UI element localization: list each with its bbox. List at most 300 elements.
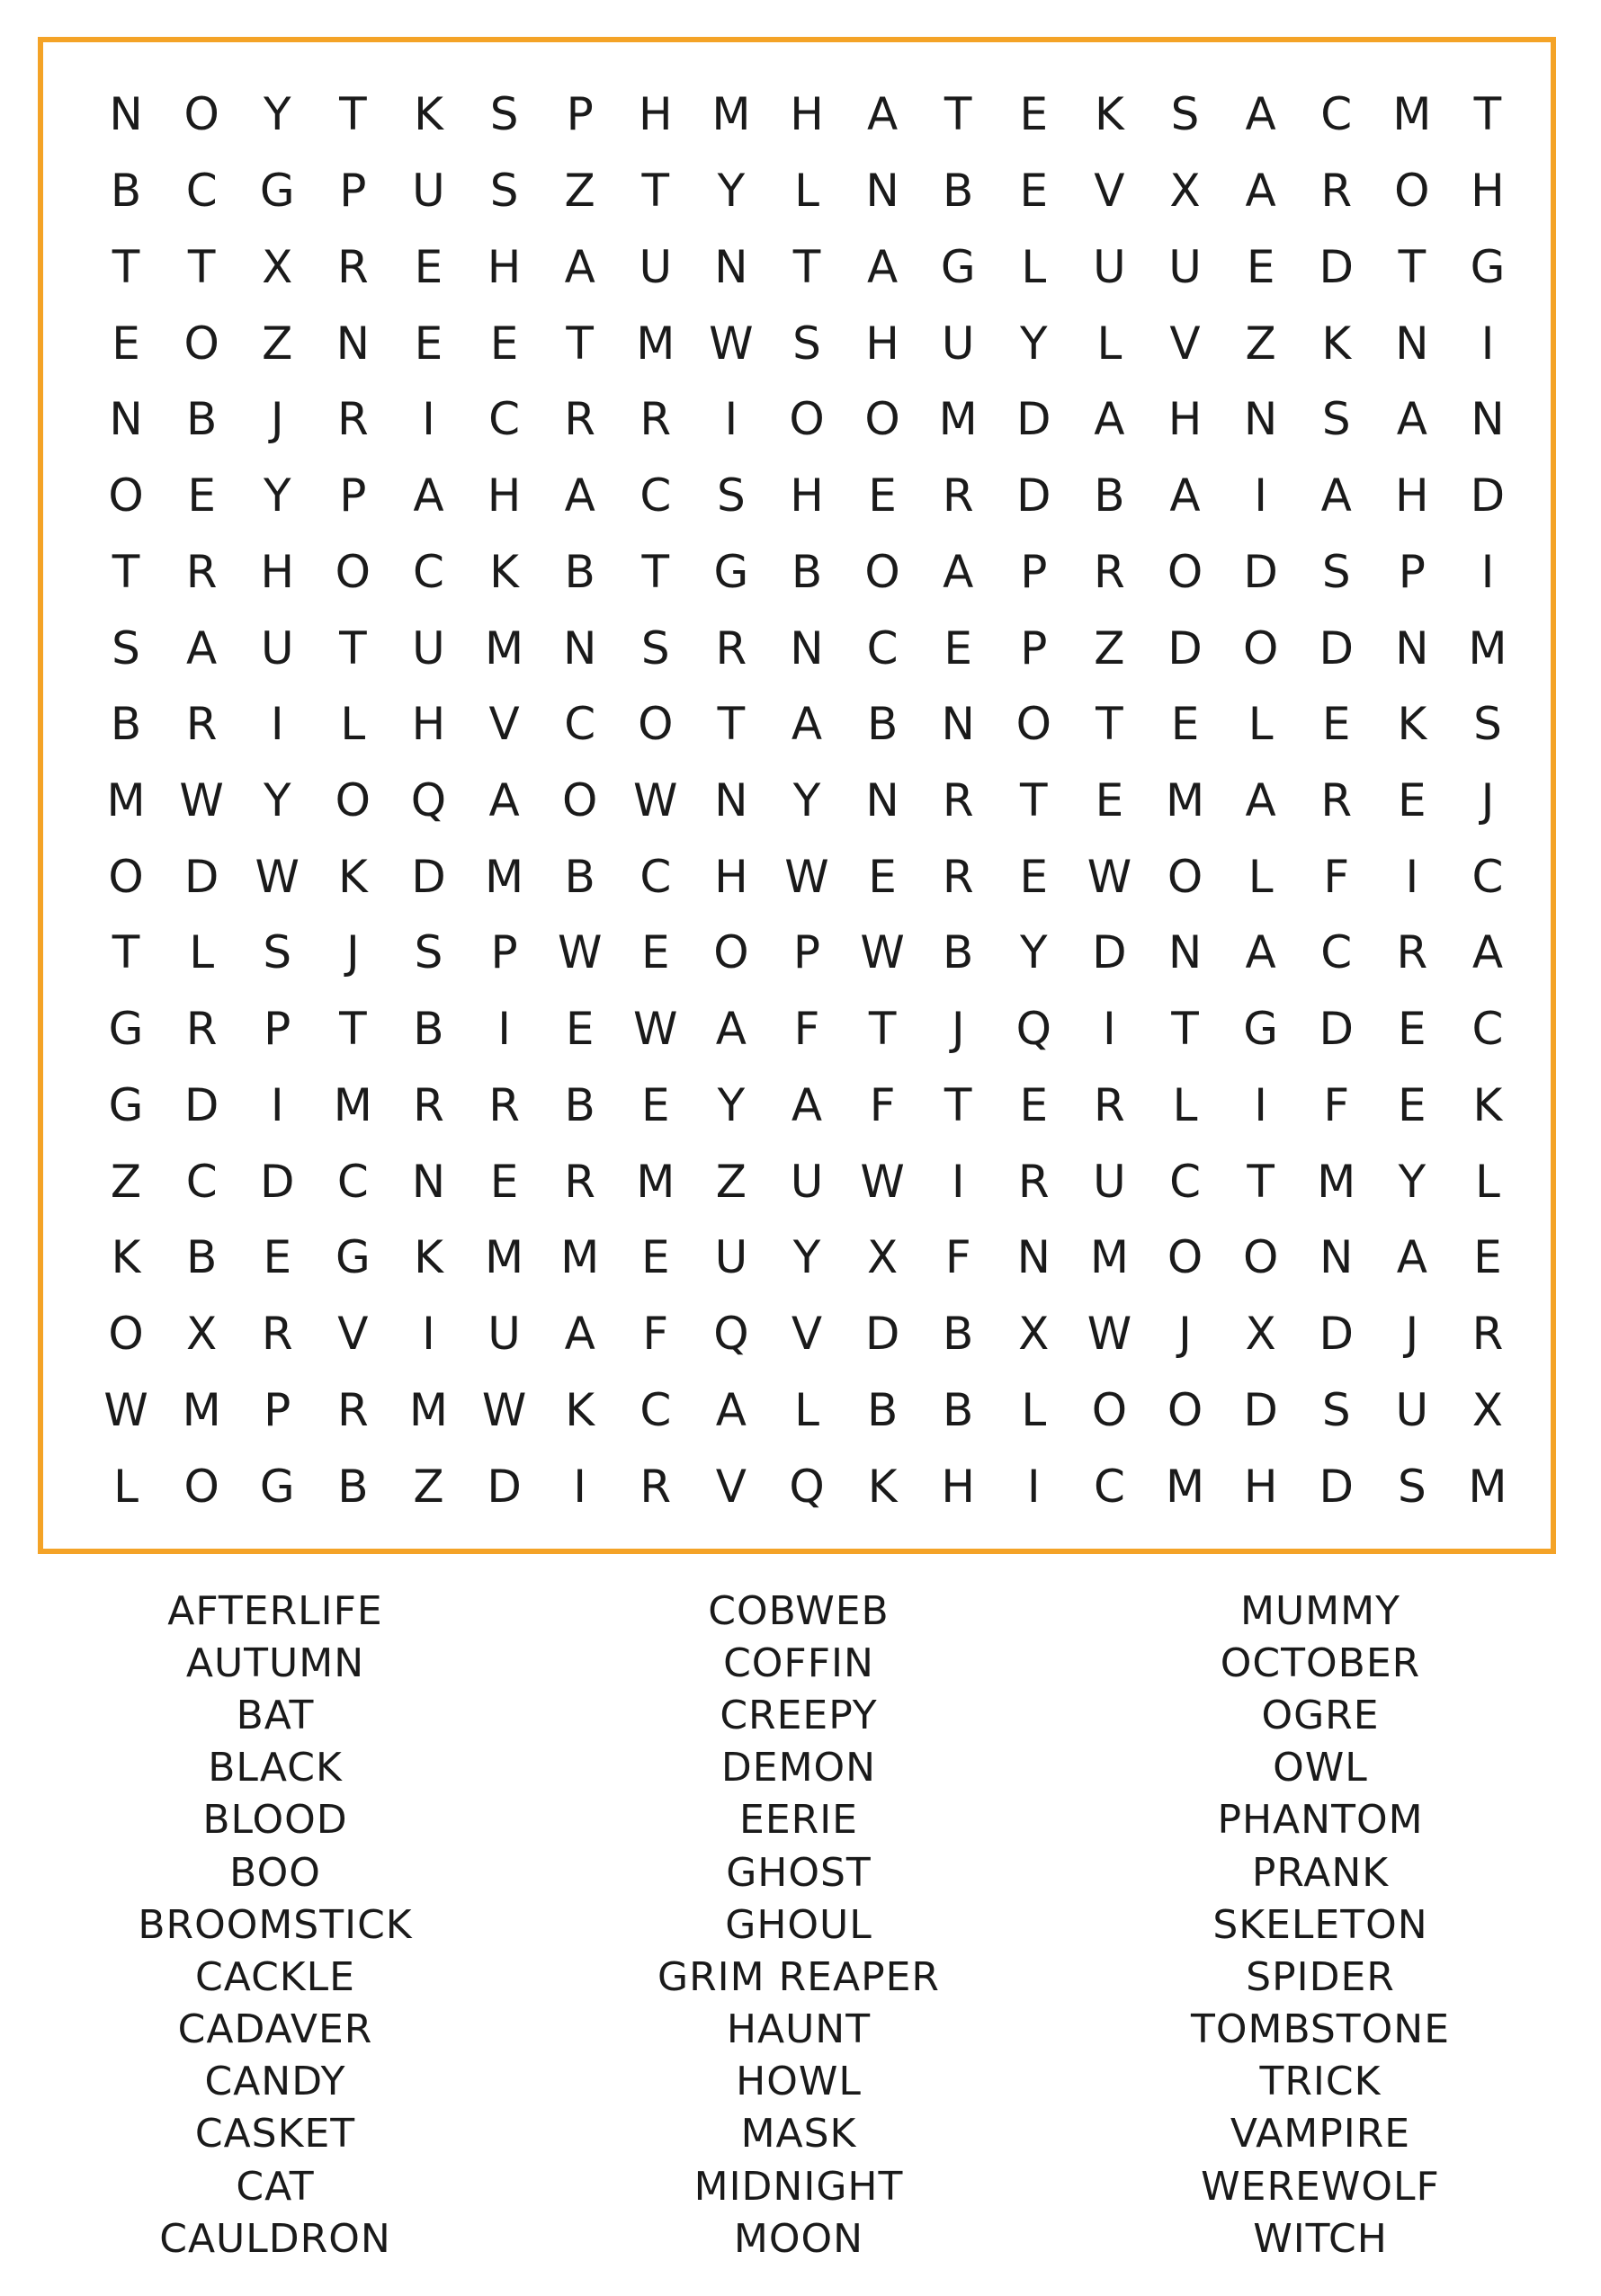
grid-letter[interactable]: L <box>794 165 819 218</box>
grid-letter[interactable]: R <box>1094 1078 1125 1131</box>
grid-letter[interactable]: V <box>791 1308 823 1361</box>
grid-letter[interactable]: H <box>487 240 522 293</box>
grid-letter[interactable]: R <box>336 393 369 446</box>
grid-letter[interactable]: H <box>638 88 673 141</box>
grid-letter[interactable]: E <box>868 850 897 903</box>
grid-letter[interactable]: U <box>412 165 445 218</box>
grid-letter[interactable]: Y <box>792 1231 821 1284</box>
grid-letter[interactable]: K <box>1095 88 1124 141</box>
grid-letter[interactable]: P <box>566 88 594 141</box>
grid-letter[interactable]: T <box>187 240 216 293</box>
grid-letter[interactable]: O <box>1091 1383 1128 1436</box>
grid-letter[interactable]: A <box>791 698 823 751</box>
grid-letter[interactable]: K <box>111 1231 141 1284</box>
grid-letter[interactable]: L <box>1172 1078 1198 1131</box>
grid-letter[interactable]: E <box>489 317 519 370</box>
grid-letter[interactable]: X <box>1169 165 1201 218</box>
grid-letter[interactable]: G <box>713 545 749 598</box>
grid-letter[interactable]: I <box>1026 1460 1041 1513</box>
grid-letter[interactable]: O <box>183 317 219 370</box>
grid-letter[interactable]: H <box>260 545 295 598</box>
grid-letter[interactable]: T <box>339 1003 367 1056</box>
grid-letter[interactable]: F <box>793 1003 820 1056</box>
grid-letter[interactable]: S <box>717 469 746 523</box>
grid-letter[interactable]: L <box>1096 317 1122 370</box>
grid-letter[interactable]: T <box>641 545 670 598</box>
grid-letter[interactable]: H <box>487 469 522 523</box>
grid-letter[interactable]: W <box>784 850 829 903</box>
grid-letter[interactable]: D <box>411 850 446 903</box>
grid-letter[interactable]: M <box>1468 621 1507 675</box>
grid-letter[interactable]: A <box>1396 1231 1427 1284</box>
grid-letter[interactable]: B <box>110 698 142 751</box>
grid-letter[interactable]: P <box>792 926 821 979</box>
grid-letter[interactable]: G <box>259 165 295 218</box>
grid-letter[interactable]: K <box>337 850 368 903</box>
grid-letter[interactable]: R <box>1471 1308 1504 1361</box>
grid-letter[interactable]: X <box>262 240 293 293</box>
grid-letter[interactable]: W <box>633 1003 678 1056</box>
grid-letter[interactable]: L <box>113 1460 139 1513</box>
grid-letter[interactable]: M <box>408 1383 449 1436</box>
grid-letter[interactable]: K <box>1321 317 1352 370</box>
grid-letter[interactable]: T <box>339 88 367 141</box>
grid-letter[interactable]: O <box>1242 621 1279 675</box>
grid-letter[interactable]: I <box>1405 850 1419 903</box>
grid-letter[interactable]: I <box>497 1003 511 1056</box>
grid-letter[interactable]: O <box>335 545 371 598</box>
grid-letter[interactable]: A <box>1094 393 1125 446</box>
grid-letter[interactable]: H <box>1395 469 1429 523</box>
grid-letter[interactable]: L <box>1475 1155 1500 1208</box>
grid-letter[interactable]: H <box>1243 1460 1278 1513</box>
grid-letter[interactable]: I <box>422 1308 435 1361</box>
grid-letter[interactable]: D <box>183 1078 219 1131</box>
grid-letter[interactable]: B <box>1094 469 1125 523</box>
grid-letter[interactable]: A <box>715 1003 747 1056</box>
grid-letter[interactable]: E <box>1398 1078 1427 1131</box>
grid-letter[interactable]: G <box>259 1460 295 1513</box>
grid-letter[interactable]: B <box>185 1231 218 1284</box>
grid-letter[interactable]: D <box>260 1155 295 1208</box>
grid-letter[interactable]: I <box>951 1155 965 1208</box>
grid-letter[interactable]: I <box>270 698 284 751</box>
grid-letter[interactable]: W <box>255 850 300 903</box>
grid-letter[interactable]: O <box>1167 545 1203 598</box>
grid-letter[interactable]: F <box>642 1308 669 1361</box>
grid-letter[interactable]: T <box>1398 240 1427 293</box>
grid-letter[interactable]: L <box>1021 1383 1047 1436</box>
grid-letter[interactable]: N <box>1395 621 1429 675</box>
grid-letter[interactable]: B <box>943 926 974 979</box>
grid-letter[interactable]: A <box>186 621 218 675</box>
grid-letter[interactable]: N <box>790 621 824 675</box>
grid-letter[interactable]: S <box>1397 1460 1427 1513</box>
grid-letter[interactable]: O <box>183 88 219 141</box>
grid-letter[interactable]: J <box>1405 1308 1419 1361</box>
grid-letter[interactable]: E <box>1321 698 1351 751</box>
grid-letter[interactable]: S <box>489 88 519 141</box>
grid-letter[interactable]: K <box>565 1383 595 1436</box>
grid-letter[interactable]: M <box>711 88 751 141</box>
grid-letter[interactable]: S <box>263 926 292 979</box>
grid-letter[interactable]: Z <box>715 1155 747 1208</box>
grid-letter[interactable]: H <box>790 88 824 141</box>
grid-letter[interactable]: Z <box>413 1460 444 1513</box>
grid-letter[interactable]: O <box>335 773 371 826</box>
grid-letter[interactable]: P <box>264 1383 291 1436</box>
grid-letter[interactable]: N <box>1319 1231 1354 1284</box>
grid-letter[interactable]: J <box>951 1003 965 1056</box>
grid-letter[interactable]: E <box>1246 240 1275 293</box>
grid-letter[interactable]: A <box>1245 773 1276 826</box>
grid-letter[interactable]: X <box>1018 1308 1050 1361</box>
grid-letter[interactable]: Y <box>792 773 821 826</box>
grid-letter[interactable]: E <box>1019 88 1049 141</box>
grid-letter[interactable]: C <box>1320 926 1353 979</box>
grid-letter[interactable]: T <box>1473 88 1502 141</box>
grid-letter[interactable]: R <box>185 698 218 751</box>
grid-letter[interactable]: J <box>1178 1308 1192 1361</box>
grid-letter[interactable]: N <box>865 773 899 826</box>
grid-letter[interactable]: T <box>112 926 140 979</box>
grid-letter[interactable]: M <box>1089 1231 1129 1284</box>
grid-letter[interactable]: B <box>943 165 974 218</box>
grid-letter[interactable]: V <box>1094 165 1125 218</box>
grid-letter[interactable]: D <box>1092 926 1127 979</box>
grid-letter[interactable]: E <box>187 469 216 523</box>
grid-letter[interactable]: O <box>108 850 144 903</box>
grid-letter[interactable]: M <box>1468 1460 1507 1513</box>
grid-letter[interactable]: K <box>414 1231 443 1284</box>
grid-letter[interactable]: O <box>1242 1231 1279 1284</box>
grid-letter[interactable]: C <box>866 621 899 675</box>
grid-letter[interactable]: B <box>413 1003 444 1056</box>
grid-letter[interactable]: N <box>865 165 899 218</box>
grid-letter[interactable]: U <box>790 1155 824 1208</box>
grid-letter[interactable]: L <box>1248 698 1274 751</box>
grid-letter[interactable]: O <box>108 469 144 523</box>
grid-letter[interactable]: C <box>1471 850 1504 903</box>
grid-letter[interactable]: D <box>1319 621 1354 675</box>
grid-letter[interactable]: T <box>792 240 821 293</box>
grid-letter[interactable]: R <box>488 1078 520 1131</box>
grid-letter[interactable]: P <box>339 469 367 523</box>
grid-letter[interactable]: W <box>633 773 678 826</box>
grid-letter[interactable]: Y <box>263 88 291 141</box>
grid-letter[interactable]: G <box>335 1231 371 1284</box>
grid-letter[interactable]: O <box>1015 698 1051 751</box>
grid-letter[interactable]: T <box>1171 1003 1199 1056</box>
grid-letter[interactable]: E <box>414 317 443 370</box>
grid-letter[interactable]: M <box>485 850 524 903</box>
grid-letter[interactable]: E <box>1019 850 1049 903</box>
grid-letter[interactable]: O <box>1167 1231 1203 1284</box>
grid-letter[interactable]: D <box>1243 545 1278 598</box>
grid-letter[interactable]: O <box>1167 1383 1203 1436</box>
grid-letter[interactable]: F <box>869 1078 896 1131</box>
grid-letter[interactable]: A <box>1245 926 1276 979</box>
grid-letter[interactable]: T <box>1020 773 1048 826</box>
grid-letter[interactable]: I <box>724 393 738 446</box>
grid-letter[interactable]: T <box>944 88 972 141</box>
grid-letter[interactable]: Z <box>564 165 595 218</box>
grid-letter[interactable]: D <box>1243 1383 1278 1436</box>
grid-letter[interactable]: R <box>336 1383 369 1436</box>
grid-letter[interactable]: D <box>1319 1308 1354 1361</box>
grid-letter[interactable]: O <box>183 1460 219 1513</box>
grid-letter[interactable]: A <box>413 469 444 523</box>
grid-letter[interactable]: D <box>487 1460 522 1513</box>
grid-letter[interactable]: G <box>108 1078 144 1131</box>
grid-letter[interactable]: T <box>339 621 367 675</box>
grid-letter[interactable]: E <box>1398 773 1427 826</box>
grid-letter[interactable]: M <box>1165 773 1205 826</box>
grid-letter[interactable]: N <box>1395 317 1429 370</box>
grid-letter[interactable]: L <box>340 698 366 751</box>
grid-letter[interactable]: M <box>485 1231 524 1284</box>
grid-letter[interactable]: R <box>640 1460 672 1513</box>
grid-letter[interactable]: T <box>717 698 746 751</box>
grid-letter[interactable]: P <box>490 926 518 979</box>
grid-letter[interactable]: C <box>413 545 444 598</box>
grid-letter[interactable]: H <box>411 698 446 751</box>
grid-letter[interactable]: O <box>864 545 900 598</box>
grid-letter[interactable]: C <box>1320 88 1353 141</box>
grid-letter[interactable]: V <box>715 1460 747 1513</box>
grid-letter[interactable]: O <box>1394 165 1430 218</box>
grid-letter[interactable]: M <box>182 1383 221 1436</box>
grid-letter[interactable]: O <box>562 773 598 826</box>
grid-letter[interactable]: B <box>791 545 823 598</box>
grid-letter[interactable]: H <box>790 469 824 523</box>
grid-letter[interactable]: D <box>183 850 219 903</box>
grid-letter[interactable]: S <box>489 165 519 218</box>
grid-letter[interactable]: R <box>336 240 369 293</box>
grid-letter[interactable]: Y <box>717 165 746 218</box>
grid-letter[interactable]: S <box>792 317 821 370</box>
grid-letter[interactable]: U <box>412 621 445 675</box>
grid-letter[interactable]: W <box>709 317 754 370</box>
grid-letter[interactable]: A <box>943 545 974 598</box>
grid-letter[interactable]: R <box>640 393 672 446</box>
grid-letter[interactable]: T <box>112 545 140 598</box>
grid-letter[interactable]: O <box>789 393 825 446</box>
grid-letter[interactable]: I <box>422 393 435 446</box>
grid-letter[interactable]: E <box>565 1003 595 1056</box>
grid-letter[interactable]: A <box>564 1308 595 1361</box>
grid-letter[interactable]: E <box>944 621 972 675</box>
grid-letter[interactable]: C <box>336 1155 369 1208</box>
grid-letter[interactable]: X <box>186 1308 218 1361</box>
grid-letter[interactable]: D <box>1016 393 1051 446</box>
grid-letter[interactable]: K <box>867 1460 898 1513</box>
grid-letter[interactable]: K <box>1472 1078 1503 1131</box>
grid-letter[interactable]: R <box>261 1308 293 1361</box>
grid-letter[interactable]: C <box>640 469 672 523</box>
grid-letter[interactable]: B <box>564 850 595 903</box>
grid-letter[interactable]: D <box>1470 469 1506 523</box>
grid-letter[interactable]: C <box>1169 1155 1201 1208</box>
grid-letter[interactable]: G <box>1470 240 1506 293</box>
grid-letter[interactable]: D <box>1016 469 1051 523</box>
grid-letter[interactable]: A <box>1320 469 1352 523</box>
grid-letter[interactable]: X <box>1245 1308 1276 1361</box>
grid-letter[interactable]: A <box>1169 469 1201 523</box>
grid-letter[interactable]: S <box>112 621 140 675</box>
grid-letter[interactable]: E <box>1170 698 1200 751</box>
grid-letter[interactable]: N <box>335 317 371 370</box>
grid-letter[interactable]: J <box>345 926 360 979</box>
grid-letter[interactable]: U <box>1168 240 1202 293</box>
grid-letter[interactable]: A <box>564 240 595 293</box>
grid-letter[interactable]: R <box>1017 1155 1050 1208</box>
grid-letter[interactable]: U <box>639 240 673 293</box>
grid-letter[interactable]: R <box>413 1078 444 1131</box>
grid-letter[interactable]: N <box>1243 393 1278 446</box>
grid-letter[interactable]: R <box>1396 926 1428 979</box>
grid-letter[interactable]: J <box>1480 773 1495 826</box>
grid-letter[interactable]: Y <box>1020 926 1048 979</box>
grid-letter[interactable]: T <box>868 1003 897 1056</box>
grid-letter[interactable]: E <box>414 240 443 293</box>
grid-letter[interactable]: M <box>938 393 978 446</box>
grid-letter[interactable]: A <box>791 1078 823 1131</box>
grid-letter[interactable]: V <box>1169 317 1201 370</box>
grid-letter[interactable]: P <box>1020 545 1048 598</box>
grid-letter[interactable]: W <box>179 773 224 826</box>
grid-letter[interactable]: T <box>944 1078 972 1131</box>
grid-letter[interactable]: O <box>108 1308 144 1361</box>
grid-letter[interactable]: Q <box>410 773 447 826</box>
grid-letter[interactable]: X <box>1471 1383 1504 1436</box>
grid-letter[interactable]: N <box>562 621 597 675</box>
grid-letter[interactable]: Y <box>1398 1155 1427 1208</box>
grid-letter[interactable]: D <box>1167 621 1203 675</box>
grid-letter[interactable]: I <box>1254 1078 1267 1131</box>
grid-letter[interactable]: B <box>866 698 899 751</box>
grid-letter[interactable]: N <box>1471 393 1505 446</box>
grid-letter[interactable]: W <box>557 926 603 979</box>
grid-letter[interactable]: N <box>109 88 143 141</box>
grid-letter[interactable]: N <box>1167 926 1203 979</box>
grid-letter[interactable]: H <box>865 317 899 370</box>
grid-letter[interactable]: Z <box>1094 621 1125 675</box>
grid-letter[interactable]: C <box>640 1383 672 1436</box>
grid-letter[interactable]: M <box>1317 1155 1356 1208</box>
grid-letter[interactable]: S <box>1473 698 1502 751</box>
grid-letter[interactable]: E <box>112 317 140 370</box>
grid-letter[interactable]: F <box>1323 1078 1350 1131</box>
grid-letter[interactable]: R <box>942 773 974 826</box>
grid-letter[interactable]: M <box>485 621 524 675</box>
grid-letter[interactable]: Z <box>110 1155 142 1208</box>
grid-letter[interactable]: E <box>1398 1003 1427 1056</box>
grid-letter[interactable]: W <box>1087 1308 1132 1361</box>
grid-letter[interactable]: L <box>794 1383 819 1436</box>
grid-letter[interactable]: U <box>941 317 975 370</box>
grid-letter[interactable]: K <box>414 88 443 141</box>
grid-letter[interactable]: M <box>636 317 675 370</box>
grid-letter[interactable]: Y <box>263 773 291 826</box>
grid-letter[interactable]: X <box>866 1231 899 1284</box>
grid-letter[interactable]: C <box>488 393 521 446</box>
grid-letter[interactable]: D <box>864 1308 900 1361</box>
grid-letter[interactable]: M <box>1165 1460 1205 1513</box>
grid-letter[interactable]: O <box>864 393 900 446</box>
grid-letter[interactable]: E <box>1473 1231 1502 1284</box>
grid-letter[interactable]: H <box>1167 393 1203 446</box>
grid-letter[interactable]: S <box>1321 545 1351 598</box>
grid-letter[interactable]: B <box>943 1383 974 1436</box>
grid-letter[interactable]: S <box>1170 88 1200 141</box>
grid-letter[interactable]: U <box>487 1308 521 1361</box>
grid-letter[interactable]: I <box>1480 317 1495 370</box>
grid-letter[interactable]: E <box>1095 773 1124 826</box>
grid-letter[interactable]: N <box>714 240 748 293</box>
grid-letter[interactable]: I <box>1480 545 1495 598</box>
grid-letter[interactable]: G <box>940 240 976 293</box>
grid-letter[interactable]: Q <box>789 1460 825 1513</box>
grid-letter[interactable]: I <box>1254 469 1267 523</box>
grid-letter[interactable]: C <box>640 850 672 903</box>
grid-letter[interactable]: A <box>1396 393 1427 446</box>
grid-letter[interactable]: C <box>185 165 218 218</box>
grid-letter[interactable]: R <box>1094 545 1125 598</box>
grid-letter[interactable]: E <box>1019 1078 1049 1131</box>
grid-letter[interactable]: W <box>860 926 905 979</box>
grid-letter[interactable]: P <box>1020 621 1048 675</box>
grid-letter[interactable]: U <box>1093 240 1126 293</box>
grid-letter[interactable]: Z <box>1245 317 1276 370</box>
grid-letter[interactable]: E <box>489 1155 519 1208</box>
grid-letter[interactable]: T <box>1247 1155 1275 1208</box>
grid-letter[interactable]: G <box>108 1003 144 1056</box>
grid-letter[interactable]: L <box>189 926 215 979</box>
grid-letter[interactable]: S <box>640 621 670 675</box>
grid-letter[interactable]: H <box>1471 165 1505 218</box>
grid-letter[interactable]: P <box>339 165 367 218</box>
grid-letter[interactable]: W <box>1087 850 1132 903</box>
grid-letter[interactable]: R <box>564 393 596 446</box>
grid-letter[interactable]: V <box>337 1308 369 1361</box>
grid-letter[interactable]: M <box>1392 88 1432 141</box>
grid-letter[interactable]: Q <box>713 1308 749 1361</box>
grid-letter[interactable]: E <box>640 926 670 979</box>
grid-letter[interactable]: R <box>715 621 747 675</box>
grid-letter[interactable]: B <box>866 1383 899 1436</box>
grid-letter[interactable]: D <box>1319 240 1354 293</box>
grid-letter[interactable]: G <box>1243 1003 1278 1056</box>
grid-letter[interactable]: E <box>1019 165 1049 218</box>
grid-letter[interactable]: L <box>1021 240 1047 293</box>
grid-letter[interactable]: Z <box>262 317 293 370</box>
grid-letter[interactable]: Y <box>717 1078 746 1131</box>
grid-letter[interactable]: Q <box>1015 1003 1051 1056</box>
grid-letter[interactable]: O <box>1167 850 1203 903</box>
grid-letter[interactable]: P <box>1398 545 1426 598</box>
grid-letter[interactable]: N <box>109 393 143 446</box>
grid-letter[interactable]: P <box>264 1003 291 1056</box>
grid-letter[interactable]: U <box>714 1231 748 1284</box>
grid-letter[interactable]: H <box>714 850 748 903</box>
grid-letter[interactable]: R <box>942 850 974 903</box>
grid-letter[interactable]: A <box>1245 88 1276 141</box>
grid-letter[interactable]: C <box>1471 1003 1504 1056</box>
grid-letter[interactable]: I <box>573 1460 587 1513</box>
grid-letter[interactable]: A <box>866 88 899 141</box>
grid-letter[interactable]: O <box>638 698 674 751</box>
